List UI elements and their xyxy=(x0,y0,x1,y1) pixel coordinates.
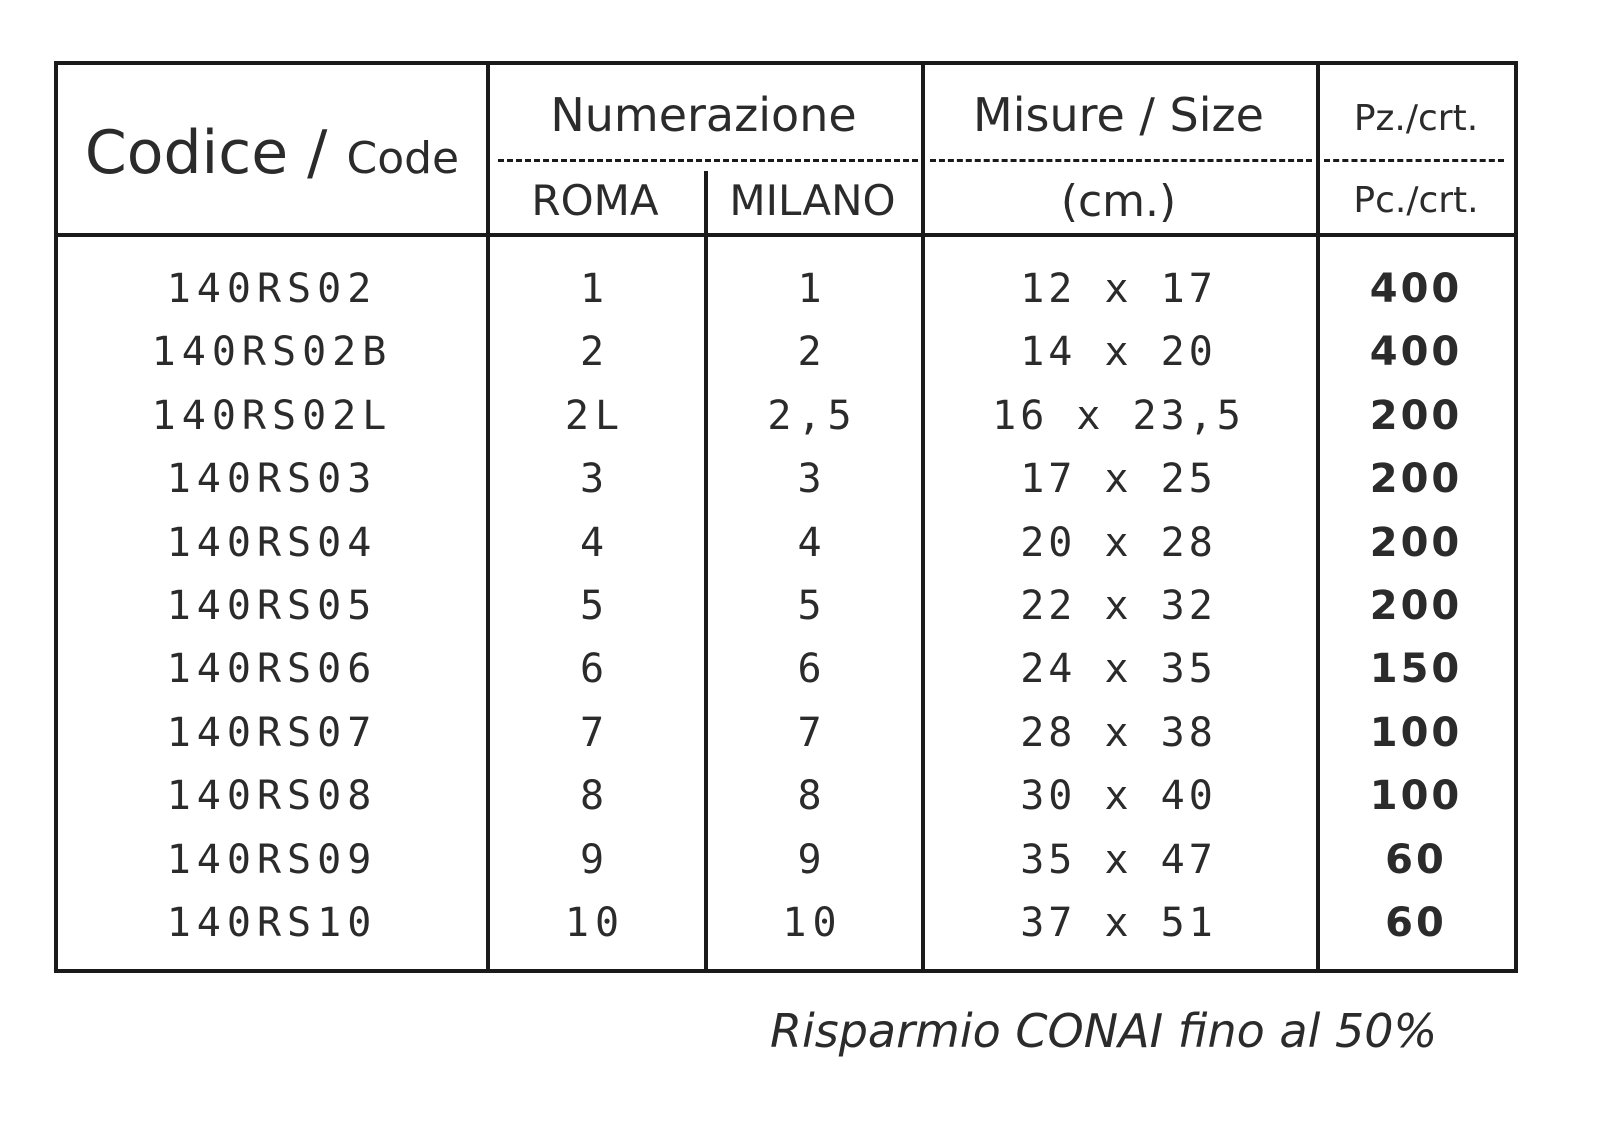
cell-milano: 7 xyxy=(797,709,828,756)
header-pc: Pc./crt. xyxy=(1353,180,1479,221)
column-size xyxy=(921,258,1316,955)
cell-roma: 1 xyxy=(579,266,611,312)
cell-qty: 60 xyxy=(1385,836,1447,883)
header-code-sub: Code xyxy=(346,133,460,184)
cell-code: 140RS03 xyxy=(166,456,378,503)
cell-roma: 3 xyxy=(579,456,611,503)
cell-code: 140RS08 xyxy=(166,773,378,820)
cell-size: 24 x 35 xyxy=(1020,646,1217,693)
cell-code: 140RS02B xyxy=(151,329,393,376)
cell-roma: 2L xyxy=(564,392,626,439)
header-size-unit: (cm.) xyxy=(1060,176,1177,227)
dash-numbering xyxy=(498,159,918,162)
cell-code: 140RS06 xyxy=(166,646,378,693)
cell-size: 28 x 38 xyxy=(1020,709,1217,756)
cell-milano: 3 xyxy=(797,456,828,503)
cell-size: 30 x 40 xyxy=(1020,773,1217,820)
header-pz: Pz./crt. xyxy=(1353,98,1479,139)
cell-milano: 9 xyxy=(797,836,828,883)
cell-milano: 10 xyxy=(782,900,843,947)
cell-roma: 7 xyxy=(579,709,611,756)
cell-code: 140RS02L xyxy=(151,392,393,439)
cell-size: 35 x 47 xyxy=(1020,836,1217,883)
cell-milano: 2 xyxy=(797,329,828,376)
cell-size: 37 x 51 xyxy=(1020,900,1217,947)
cell-qty: 400 xyxy=(1369,329,1463,376)
cell-size: 12 x 17 xyxy=(1020,266,1217,312)
cell-qty: 200 xyxy=(1369,583,1463,630)
cell-qty: 400 xyxy=(1369,266,1463,312)
cell-size: 20 x 28 xyxy=(1020,519,1217,566)
cell-qty: 200 xyxy=(1369,392,1463,439)
cell-qty: 150 xyxy=(1369,646,1463,693)
column-code xyxy=(58,258,486,955)
cell-roma: 4 xyxy=(579,519,611,566)
header-code xyxy=(58,118,486,188)
header-size: Misure / Size xyxy=(973,88,1264,142)
cell-qty: 200 xyxy=(1369,456,1463,503)
cell-milano: 6 xyxy=(797,646,828,693)
cell-milano: 5 xyxy=(797,583,828,630)
cell-roma: 9 xyxy=(579,836,611,883)
cell-size: 22 x 32 xyxy=(1020,583,1217,630)
cell-milano: 2,5 xyxy=(767,392,858,439)
cell-roma: 5 xyxy=(579,583,611,630)
cell-milano: 8 xyxy=(797,773,828,820)
cell-code: 140RS07 xyxy=(166,709,378,756)
cell-code: 140RS09 xyxy=(166,836,378,883)
cell-roma: 8 xyxy=(579,773,611,820)
cell-code: 140RS04 xyxy=(166,519,378,566)
cell-roma: 2 xyxy=(579,329,611,376)
cell-size: 16 x 23,5 xyxy=(992,392,1245,439)
cell-milano: 4 xyxy=(797,519,828,566)
cell-code: 140RS02 xyxy=(166,266,378,312)
column-qty xyxy=(1316,258,1516,955)
header-milano: MILANO xyxy=(729,176,896,225)
dash-size xyxy=(930,159,1312,162)
cell-size: 17 x 25 xyxy=(1020,456,1217,503)
cell-roma: 6 xyxy=(579,646,611,693)
cell-milano: 1 xyxy=(797,266,828,312)
cell-code: 140RS05 xyxy=(166,583,378,630)
cell-qty: 200 xyxy=(1369,519,1463,566)
footer-note: Risparmio CONAI fino al 50% xyxy=(770,1004,1438,1058)
cell-qty: 100 xyxy=(1369,709,1463,756)
header-code-main: Codice / xyxy=(84,118,328,188)
header-roma: ROMA xyxy=(531,176,659,225)
dash-qty xyxy=(1324,159,1504,162)
column-roma xyxy=(486,258,704,955)
header-numbering: Numerazione xyxy=(550,88,857,142)
header-divider xyxy=(58,233,1514,237)
cell-size: 14 x 20 xyxy=(1020,329,1217,376)
cell-roma: 10 xyxy=(564,900,626,947)
cell-qty: 60 xyxy=(1385,900,1447,947)
column-milano xyxy=(704,258,921,955)
cell-code: 140RS10 xyxy=(166,900,378,947)
cell-qty: 100 xyxy=(1369,773,1463,820)
